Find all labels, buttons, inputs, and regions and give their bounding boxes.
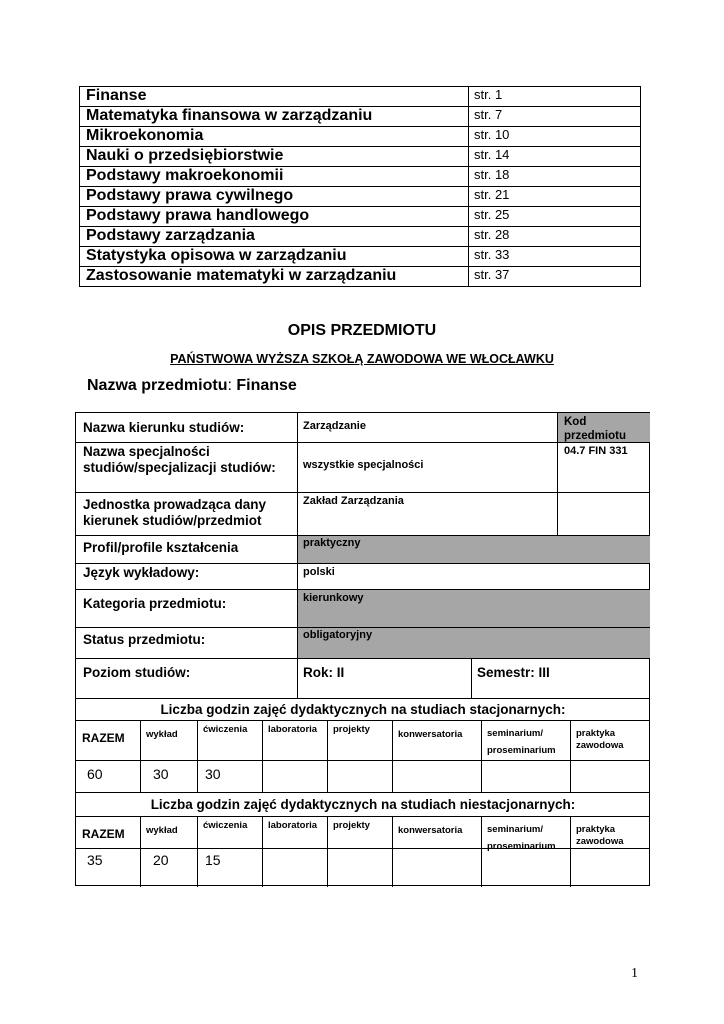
toc-title: Statystyka opisowa w zarządzaniu xyxy=(80,247,469,267)
toc-row xyxy=(80,127,641,147)
toc-title: Zastosowanie matematyki w zarządzaniu xyxy=(80,267,469,287)
niestacjonarne-header-cwiczenia xyxy=(203,820,247,832)
toc-page: str. 14 xyxy=(469,147,641,167)
column-header-text: proseminarium xyxy=(487,841,556,852)
stacjonarne-value-cell: 60 xyxy=(87,766,103,782)
contents-table xyxy=(79,86,641,287)
toc-page: str. 7 xyxy=(469,107,641,127)
column-header-text: laboratoria xyxy=(268,724,318,735)
niestacjonarne-value-cell: 15 xyxy=(205,852,221,868)
niestacjonarne-title: Liczba godzin zajęć dydaktycznych na studiach niestacjonarnych: xyxy=(150,797,576,812)
toc-title: Podstawy prawa cywilnego xyxy=(80,187,469,207)
stacjonarne-header-razem xyxy=(82,730,125,746)
rok-label: Rok: II xyxy=(303,665,345,680)
course-description-form xyxy=(75,412,650,886)
column-header-text: ćwiczenia xyxy=(203,724,248,735)
toc-title: Matematyka finansowa w zarządzaniu xyxy=(80,107,469,127)
school-name: PAŃSTWOWA WYŻSZA SZKOŁĄ ZAWODOWA WE WŁOCŁAWKU xyxy=(170,352,554,366)
column-header-text: wykład xyxy=(146,729,178,740)
column-header-text: RAZEM xyxy=(82,827,125,841)
kod-label: Kod przedmiotu xyxy=(564,416,626,442)
toc-row xyxy=(80,247,641,267)
status-value: obligatoryjny xyxy=(303,629,373,641)
toc-row xyxy=(80,87,641,107)
toc-page: str. 18 xyxy=(469,167,641,187)
profil-label: Profil/profile kształcenia xyxy=(83,540,239,555)
column-header-text: seminarium/ xyxy=(487,728,543,739)
stacjonarne-header-cwiczenia xyxy=(203,724,247,736)
column-header-text: proseminarium xyxy=(487,745,556,756)
kategoria-label: Kategoria przedmiotu: xyxy=(83,596,227,611)
column-header-text: konwersatoria xyxy=(398,825,463,836)
stacjonarne-header-wyklad xyxy=(146,729,178,741)
stacjonarne-value-cell: 30 xyxy=(153,766,169,782)
toc-title: Nauki o przedsiębiorstwie xyxy=(80,147,469,167)
toc-row xyxy=(80,267,641,287)
specjalnosc-value: wszystkie specjalności xyxy=(303,459,424,471)
toc-row xyxy=(80,187,641,207)
subject-label: Nazwa przedmiotu xyxy=(87,377,228,394)
column-header-text: laboratoria xyxy=(268,820,318,831)
jednostka-value: Zakład Zarządzania xyxy=(303,495,404,507)
toc-page: str. 21 xyxy=(469,187,641,207)
column-header-text: zawodowa xyxy=(576,836,624,847)
column-header-text: konwersatoria xyxy=(398,729,463,740)
niestacjonarne-header-seminarium xyxy=(487,824,556,853)
niestacjonarne-value-cell: 20 xyxy=(153,852,169,868)
jednostka-label: Jednostka prowadząca dany kierunek studiów/przedmiot xyxy=(83,497,267,528)
column-header-text: ćwiczenia xyxy=(203,820,248,831)
jezyk-value: polski xyxy=(303,566,335,578)
toc-title: Finanse xyxy=(80,87,469,107)
jezyk-label: Język wykładowy: xyxy=(83,565,200,580)
toc-row xyxy=(80,207,641,227)
page-number: 1 xyxy=(631,966,638,981)
page-title: OPIS PRZEDMIOTU xyxy=(287,322,437,339)
kategoria-value: kierunkowy xyxy=(303,592,364,604)
toc-row xyxy=(80,167,641,187)
niestacjonarne-header-razem xyxy=(82,826,125,842)
toc-page: str. 28 xyxy=(469,227,641,247)
column-header-text: wykład xyxy=(146,825,178,836)
niestacjonarne-value-cell: 35 xyxy=(87,852,103,868)
stacjonarne-header-konwersatoria xyxy=(398,729,462,741)
stacjonarne-title: Liczba godzin zajęć dydaktycznych na studiach stacjonarnych: xyxy=(160,702,566,717)
stacjonarne-header-praktyka xyxy=(576,728,624,752)
niestacjonarne-header-praktyka xyxy=(576,824,624,848)
kierunek-value: Zarządzanie xyxy=(303,420,366,432)
specjalnosc-label: Nazwa specjalności studiów/specjalizacji studiów: xyxy=(83,444,276,475)
column-header-text: RAZEM xyxy=(82,731,125,745)
niestacjonarne-header-wyklad xyxy=(146,825,178,837)
kod-value: 04.7 FIN 331 xyxy=(564,445,628,457)
column-header-text: praktyka xyxy=(576,728,616,739)
kierunek-label: Nazwa kierunku studiów: xyxy=(83,420,245,435)
niestacjonarne-header-projekty xyxy=(333,820,370,832)
toc-row xyxy=(80,147,641,167)
profil-value: praktyczny xyxy=(303,537,361,549)
column-header-text: praktyka xyxy=(576,824,616,835)
toc-title: Mikroekonomia xyxy=(80,127,469,147)
subject-separator: : xyxy=(227,377,232,394)
stacjonarne-header-projekty xyxy=(333,724,370,736)
toc-page: str. 37 xyxy=(469,267,641,287)
toc-row xyxy=(80,227,641,247)
toc-title: Podstawy prawa handlowego xyxy=(80,207,469,227)
toc-row xyxy=(80,107,641,127)
column-header-text: seminarium/ xyxy=(487,824,543,835)
toc-page: str. 25 xyxy=(469,207,641,227)
column-header-text: projekty xyxy=(333,724,370,735)
poziom-label: Poziom studiów: xyxy=(83,665,191,680)
toc-page: str. 1 xyxy=(469,87,641,107)
column-header-text: zawodowa xyxy=(576,740,624,751)
subject-name: Finanse xyxy=(231,377,297,394)
toc-title: Podstawy makroekonomii xyxy=(80,167,469,187)
status-label: Status przedmiotu: xyxy=(83,632,206,647)
column-header-text: projekty xyxy=(333,820,370,831)
stacjonarne-value-cell: 30 xyxy=(205,766,221,782)
stacjonarne-header-laboratoria xyxy=(268,724,317,736)
semestr-label: Semestr: III xyxy=(477,665,550,680)
toc-page: str. 33 xyxy=(469,247,641,267)
toc-title: Podstawy zarządzania xyxy=(80,227,469,247)
niestacjonarne-header-laboratoria xyxy=(268,820,317,832)
toc-page: str. 10 xyxy=(469,127,641,147)
subject-title xyxy=(87,377,297,395)
stacjonarne-header-seminarium xyxy=(487,728,556,757)
niestacjonarne-header-konwersatoria xyxy=(398,825,462,837)
